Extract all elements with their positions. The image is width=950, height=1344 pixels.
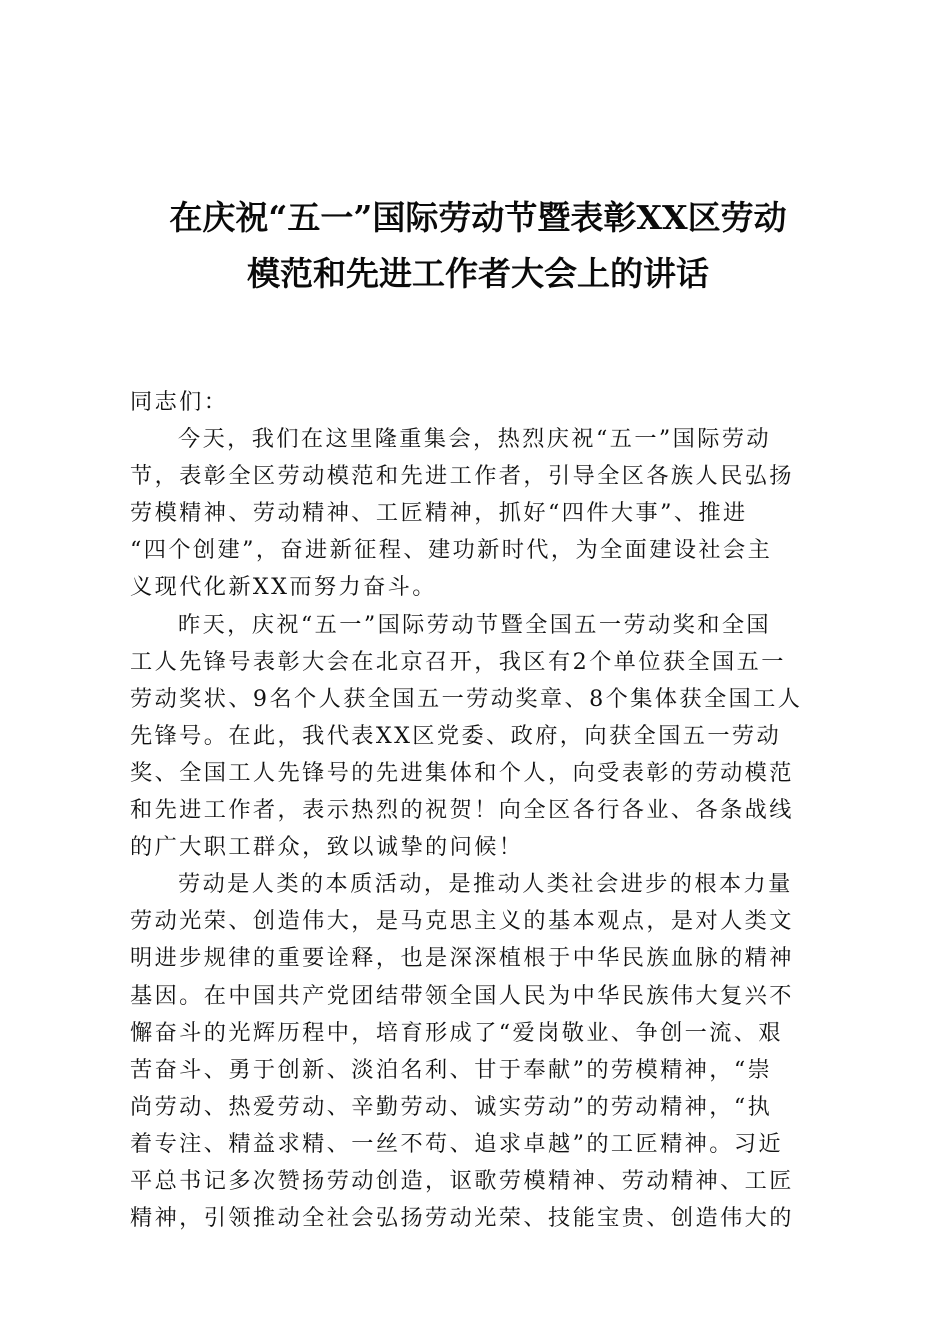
text-line: 的广大职工群众，致以诚挚的问候！ — [130, 834, 524, 861]
text-line: 奖、全国工人先锋号的先进集体和个人，向受表彰的劳动模范 — [130, 759, 794, 786]
text-line: 今天，我们在这里隆重集会，热烈庆祝“五一”国际劳动 — [178, 426, 771, 453]
text-line: 精神，引领推动全社会弘扬劳动光荣、技能宝贵、创造伟大的 — [130, 1205, 794, 1232]
text-line: 尚劳动、热爱劳动、辛勤劳动、诚实劳动”的劳动精神，“执 — [130, 1093, 773, 1120]
text-line: 懈奋斗的光辉历程中，培育形成了“爱岗敬业、争创一流、艰 — [130, 1019, 784, 1046]
text-line: 昨天，庆祝“五一”国际劳动节暨全国五一劳动奖和全国 — [178, 611, 771, 638]
text-line: 节，表彰全区劳动模范和先进工作者，引导全区各族人民弘扬 — [130, 463, 794, 490]
text-line: 着专注、精益求精、一丝不苟、追求卓越”的工匠精神。习近 — [130, 1130, 784, 1157]
text-line: 劳动奖状、9名个人获全国五一劳动奖章、8个集体获全国工人 — [130, 685, 803, 712]
speech-title — [120, 190, 836, 302]
title-line-1: 在庆祝“五一”国际劳动节暨表彰XX区劳动 — [169, 198, 787, 237]
text-line: 苦奋斗、勇于创新、淡泊名利、甘于奉献”的劳模精神，“崇 — [130, 1056, 773, 1083]
speech-body — [130, 384, 830, 1237]
salutation: 同志们： — [130, 389, 229, 415]
text-line: 先锋号。在此，我代表XX区党委、政府，向获全国五一劳动 — [130, 722, 782, 749]
text-line: 平总书记多次赞扬劳动创造，讴歌劳模精神、劳动精神、工匠 — [130, 1167, 794, 1194]
text-line: 基因。在中国共产党团结带领全国人民为中华民族伟大复兴不 — [130, 982, 794, 1009]
title-line-2: 模范和先进工作者大会上的讲话 — [247, 254, 709, 293]
paragraph-2 — [130, 607, 830, 867]
paragraph-1 — [130, 421, 830, 606]
text-line: 明进步规律的重要诠释，也是深深植根于中华民族血脉的精神 — [130, 945, 794, 972]
text-line: 劳动是人类的本质活动，是推动人类社会进步的根本力量 — [178, 871, 793, 898]
text-line: 和先进工作者，表示热烈的祝贺！向全区各行各业、各条战线 — [130, 797, 794, 824]
text-line: 劳动光荣、创造伟大，是马克思主义的基本观点，是对人类文 — [130, 908, 794, 935]
text-line: 劳模精神、劳动精神、工匠精神，抓好“四件大事”、推进 — [130, 500, 748, 527]
text-line: “四个创建”，奋进新征程、建功新时代，为全面建设社会主 — [130, 537, 773, 564]
text-line: 工人先锋号表彰大会在北京召开，我区有2个单位获全国五一 — [130, 648, 786, 675]
text-line: 义现代化新XX而努力奋斗。 — [130, 574, 437, 601]
paragraph-3 — [130, 866, 830, 1237]
